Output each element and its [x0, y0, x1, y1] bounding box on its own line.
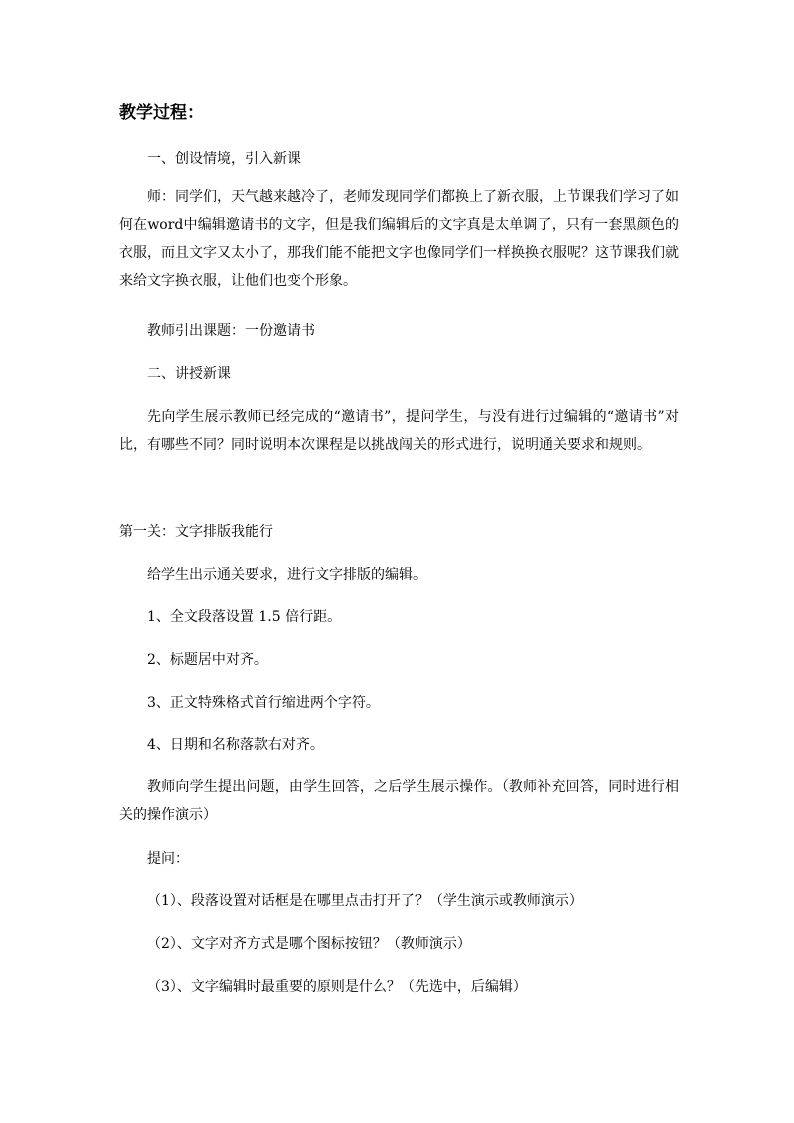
requirement-item: 3、正文特殊格式首行缩进两个字符。 [147, 695, 380, 711]
requirement-item: 1、全文段落设置 1.5 倍行距。 [147, 609, 342, 625]
topic-line: 教师引出课题：一份邀请书 [147, 323, 315, 339]
questions-label: 提问： [147, 851, 189, 867]
question-item: （2）、文字对齐方式是哪个图标按钮？（教师演示） [147, 936, 471, 952]
section-heading: 教学过程： [119, 103, 204, 123]
question-item: （3）、文字编辑时最重要的原则是什么？（先选中，后编辑） [147, 979, 527, 995]
level1-title: 第一关：文字排版我能行 [119, 524, 273, 540]
section1-title: 一、创设情境，引入新课 [147, 151, 301, 167]
intro-paragraph: 师：同学们，天气越来越冷了，老师发现同学们都换上了新衣服，上节课我们学习了如何在word中编辑邀请书的文字，但是我们编辑后的文字真是太单调了，只有一套黑颜色的衣服，而且文字又太小了，那我们能不能把文字也像同学们一样换换衣服呢？这节课我们就来给文字换衣服，让他们也变个形象。 [119, 189, 679, 289]
question-item: （1）、段落设置对话框是在哪里点击打开了？（学生演示或教师演示） [147, 893, 583, 909]
requirement-item: 2、标题居中对齐。 [147, 652, 268, 668]
teacher-paragraph: 教师向学生提出问题，由学生回答，之后学生展示操作。（教师补充回答，同时进行相关的操作演示） [119, 779, 679, 823]
level1-intro: 给学生出示通关要求，进行文字排版的编辑。 [147, 567, 427, 583]
compare-paragraph: 先向学生展示教师已经完成的“邀请书”，提问学生，与没有进行过编辑的“邀请书”对比，有哪些不同？同时说明本次课程是以挑战闯关的形式进行，说明通关要求和规则。 [119, 409, 679, 453]
section2-title: 二、讲授新课 [147, 366, 231, 382]
requirement-item: 4、日期和名称落款右对齐。 [147, 737, 324, 753]
